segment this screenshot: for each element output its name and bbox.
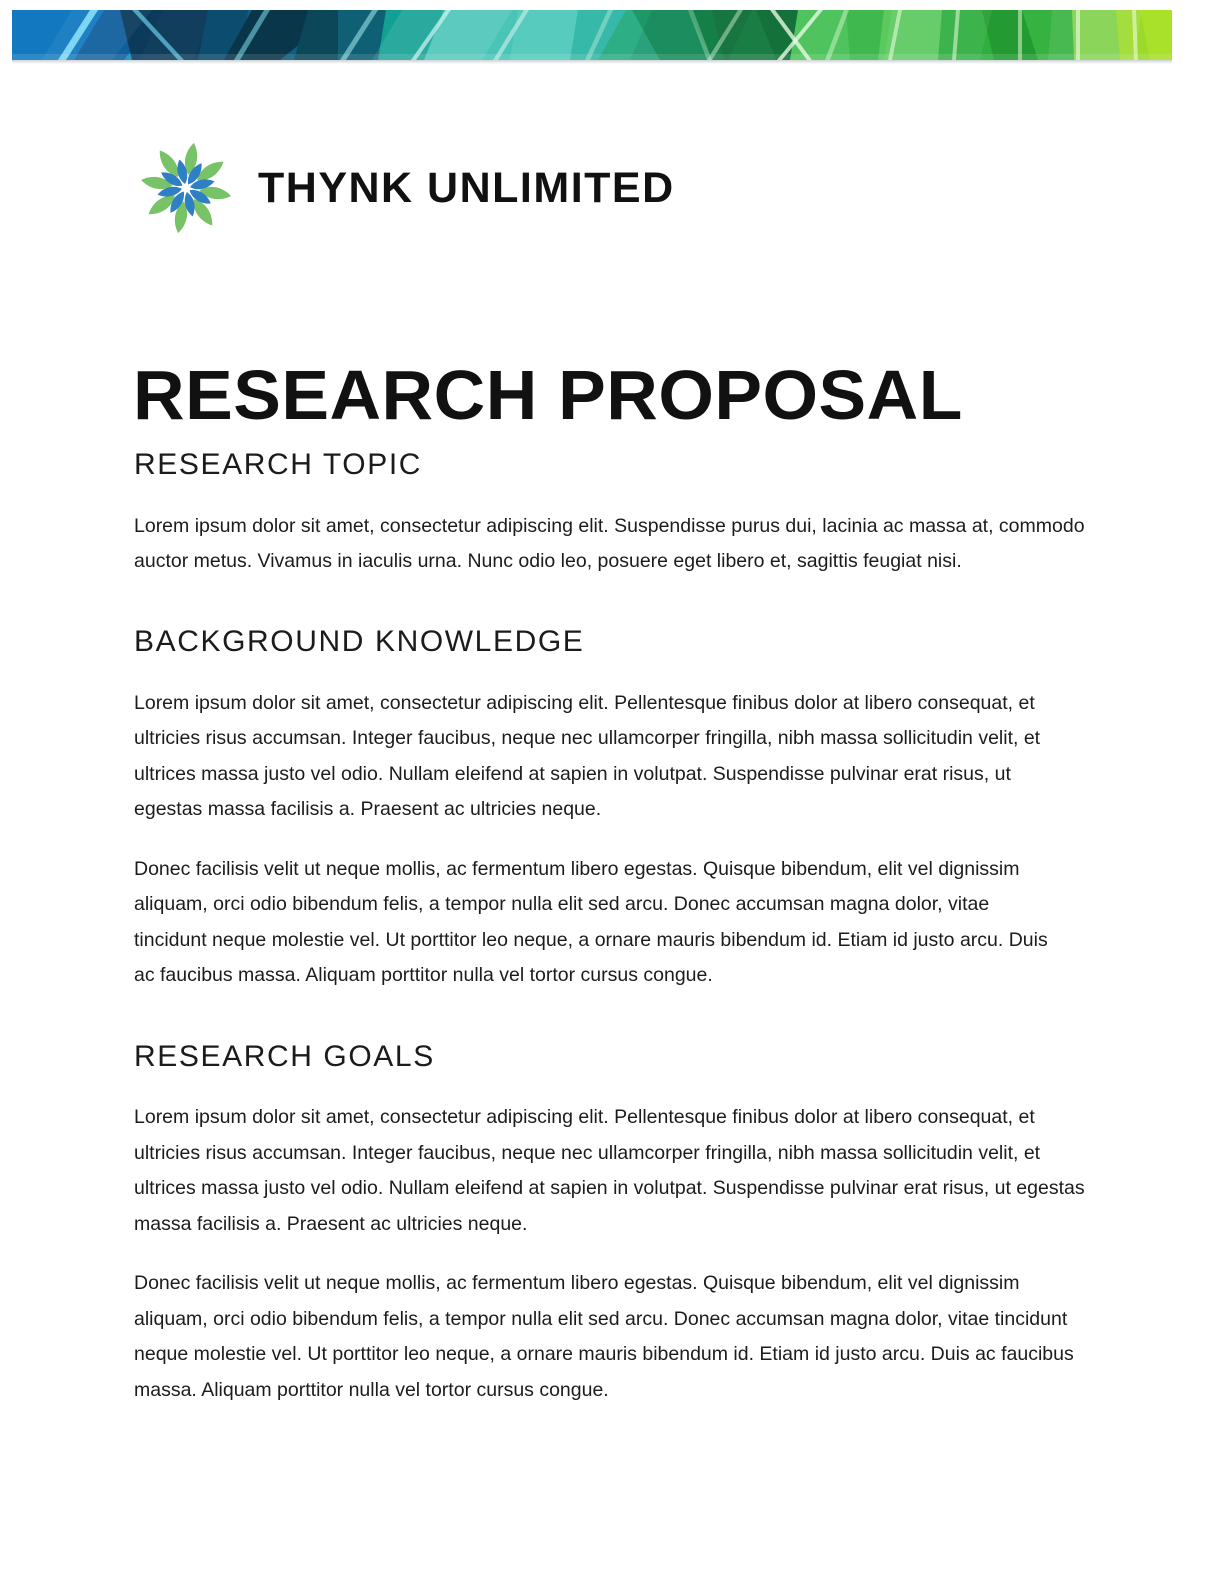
brand-logo-lockup [134, 132, 675, 244]
section-research-topic [134, 448, 1094, 579]
decorative-polygon-banner [12, 10, 1172, 60]
document-body [134, 448, 1094, 1408]
section-heading-research-goals: RESEARCH GOALS [134, 1039, 435, 1073]
paragraph: Lorem ipsum dolor sit amet, consectetur adipiscing elit. Suspendisse purus dui, lacinia ac massa at, commodo auctor metus. Vivamus in iaculis urna. Nunc odio leo, posuere eget libero et, sagittis feugiat nisi. [134, 514, 1085, 572]
paragraph: Lorem ipsum dolor sit amet, consectetur adipiscing elit. Pellentesque finibus dolor at libero consequat, et ultricies risus accumsan. Integer faucibus, neque nec ullamcorper fringilla, nibh massa sollicitudin velit, et ultrices massa justo vel odio. Nullam eleifend at sapien in volutpat. Suspendisse pulvinar erat risus, ut egestas massa facilisis a. Praesent ac ultricies neque. [134, 1106, 1085, 1235]
banner-drop-shadow [12, 60, 1172, 64]
brand-wordmark: THYNK UNLIMITED [258, 163, 675, 212]
thynk-unlimited-flower-logo-icon [134, 136, 238, 240]
page-title: RESEARCH PROPOSAL [133, 355, 963, 434]
paragraph: Donec facilisis velit ut neque mollis, ac fermentum libero egestas. Quisque bibendum, elit vel dignissim aliquam, orci odio bibendum felis, a tempor nulla elit sed arcu. Donec accumsan magna dolor, vitae tincidunt neque molestie vel. Ut porttitor leo neque, a ornare mauris bibendum id. Etiam id justo arcu. Duis ac faucibus massa. Aliquam porttitor nulla vel tortor cursus congue. [134, 1272, 1074, 1401]
section-background-knowledge [134, 625, 1094, 993]
section-heading-background-knowledge: BACKGROUND KNOWLEDGE [134, 625, 585, 659]
paragraph: Lorem ipsum dolor sit amet, consectetur adipiscing elit. Pellentesque finibus dolor at libero consequat, et ultricies risus accumsan. Integer faucibus, neque nec ullamcorper fringilla, nibh massa sollicitudin velit, et ultrices massa justo vel odio. Nullam eleifend at sapien in volutpat. Suspendisse pulvinar erat risus, ut egestas massa facilisis a. Praesent ac ultricies neque. [134, 691, 1041, 821]
paragraph: Donec facilisis velit ut neque mollis, ac fermentum libero egestas. Quisque bibendum, elit vel dignissim aliquam, orci odio bibendum felis, a tempor nulla elit sed arcu. Donec accumsan magna dolor, vitae tincidunt neque molestie vel. Ut porttitor leo neque, a ornare mauris bibendum id. Etiam id justo arcu. Duis ac faucibus massa. Aliquam porttitor nulla vel tortor cursus congue. [134, 857, 1048, 987]
section-research-goals [134, 1040, 1094, 1408]
section-heading-research-topic: RESEARCH TOPIC [134, 448, 423, 481]
